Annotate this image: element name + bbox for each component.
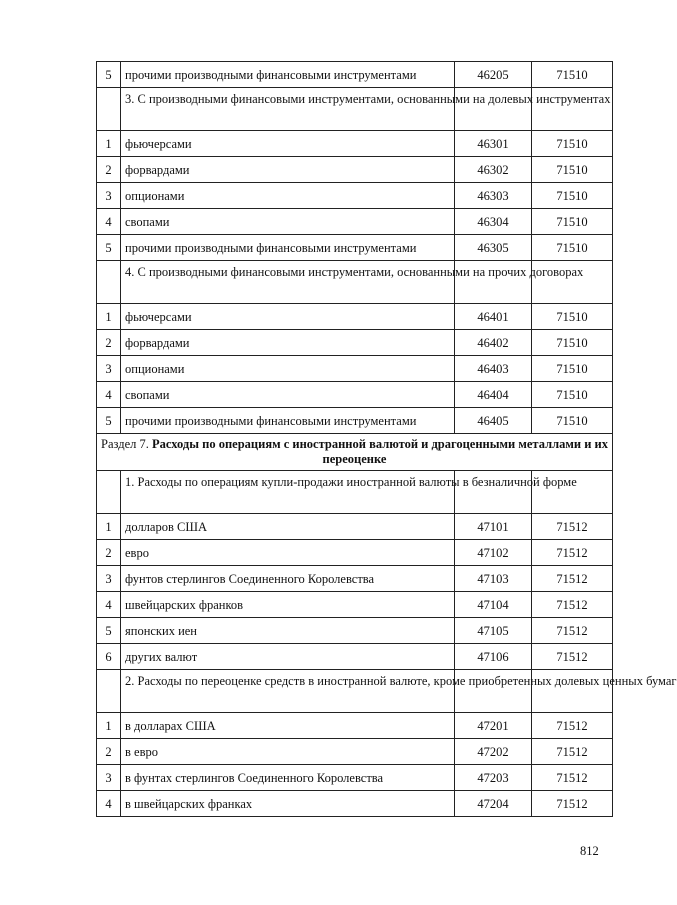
account-number: 47103: [455, 566, 532, 592]
row-number-cell: [97, 88, 121, 131]
table-row: [97, 644, 613, 670]
table-row: [97, 131, 613, 157]
table-row: [97, 566, 613, 592]
row-number: 5: [97, 408, 121, 434]
account-number: 46303: [455, 183, 532, 209]
row-name: опционами: [121, 183, 455, 209]
row-name: свопами: [121, 209, 455, 235]
row-name: в фунтах стерлингов Соединенного Королевства: [121, 765, 455, 791]
table-row: [97, 791, 613, 817]
table-row: [97, 514, 613, 540]
row-name: фунтов стерлингов Соединенного Королевства: [121, 566, 455, 592]
subsection-title: 2. Расходы по переоценке средств в иностранной валюте, кроме приобретенных долевых ценных бумаг: [121, 670, 455, 713]
symbol-code: 71512: [532, 765, 613, 791]
account-number: 47204: [455, 791, 532, 817]
table-row: [97, 765, 613, 791]
table-row: [97, 739, 613, 765]
row-number: 5: [97, 235, 121, 261]
row-name: прочими производными финансовыми инструментами: [121, 408, 455, 434]
account-number: 47203: [455, 765, 532, 791]
row-name: в швейцарских франках: [121, 791, 455, 817]
row-number-cell: [97, 261, 121, 304]
row-number: 4: [97, 382, 121, 408]
subsection-row: [97, 261, 613, 304]
section-title-text: Расходы по операциям с иностранной валютой и драгоценными металлами и их переоценке: [152, 437, 608, 466]
row-number-cell: [97, 471, 121, 514]
symbol-code: 71512: [532, 618, 613, 644]
symbol-code: 71512: [532, 566, 613, 592]
accounts-table: [96, 61, 677, 817]
row-name: фьючерсами: [121, 131, 455, 157]
account-number: 46302: [455, 157, 532, 183]
row-name: форвардами: [121, 157, 455, 183]
table-row: [97, 209, 613, 235]
table-row: [97, 618, 613, 644]
row-number: 4: [97, 592, 121, 618]
row-number: 3: [97, 765, 121, 791]
row-name: долларов США: [121, 514, 455, 540]
symbol-code: 71510: [532, 157, 613, 183]
row-name: японских иен: [121, 618, 455, 644]
table-row: [97, 592, 613, 618]
row-number: 5: [97, 618, 121, 644]
account-number: 47104: [455, 592, 532, 618]
page-number: 812: [580, 844, 599, 858]
row-name: евро: [121, 540, 455, 566]
symbol-code: 71512: [532, 739, 613, 765]
row-name: опционами: [121, 356, 455, 382]
row-number: 3: [97, 356, 121, 382]
account-number: 46403: [455, 356, 532, 382]
account-number: 47106: [455, 644, 532, 670]
account-number: 46305: [455, 235, 532, 261]
table-row: [97, 356, 613, 382]
subsection-row: [97, 670, 613, 713]
row-number: 2: [97, 157, 121, 183]
row-name: швейцарских франков: [121, 592, 455, 618]
row-number: 1: [97, 514, 121, 540]
table-row: [97, 408, 613, 434]
symbol-code: 71512: [532, 644, 613, 670]
account-number: 46404: [455, 382, 532, 408]
section-prefix: Раздел 7.: [101, 437, 152, 451]
table-row: [97, 157, 613, 183]
table-row: [97, 62, 613, 88]
table-row: [97, 330, 613, 356]
row-number: 5: [97, 62, 121, 88]
section-title: [97, 434, 613, 471]
account-number: 46405: [455, 408, 532, 434]
table-row: [97, 713, 613, 739]
symbol-code: 71510: [532, 183, 613, 209]
row-name: прочими производными финансовыми инструментами: [121, 235, 455, 261]
subsection-title: 3. С производными финансовыми инструментами, основанными на долевых инструментах: [121, 88, 455, 131]
row-number: 3: [97, 566, 121, 592]
row-name: форвардами: [121, 330, 455, 356]
account-number: 46205: [455, 62, 532, 88]
account-number: 47202: [455, 739, 532, 765]
row-number: 3: [97, 183, 121, 209]
symbol-code: 71510: [532, 382, 613, 408]
symbol-code: 71512: [532, 540, 613, 566]
row-name: свопами: [121, 382, 455, 408]
row-number: 1: [97, 304, 121, 330]
symbol-code: 71510: [532, 131, 613, 157]
symbol-code: 71510: [532, 408, 613, 434]
symbol-code: 71512: [532, 592, 613, 618]
account-number: 46402: [455, 330, 532, 356]
table-row: [97, 304, 613, 330]
account-number: 47105: [455, 618, 532, 644]
row-number: 2: [97, 739, 121, 765]
row-name: в евро: [121, 739, 455, 765]
table-row: [97, 540, 613, 566]
row-number: 1: [97, 713, 121, 739]
account-number: 47201: [455, 713, 532, 739]
row-name: других валют: [121, 644, 455, 670]
symbol-code: 71510: [532, 235, 613, 261]
symbol-code: 71510: [532, 356, 613, 382]
row-number: 1: [97, 131, 121, 157]
subsection-title: 1. Расходы по операциям купли-продажи иностранной валюты в безналичной форме: [121, 471, 455, 514]
row-number: 6: [97, 644, 121, 670]
section-header-row: [97, 434, 613, 471]
symbol-code: 71512: [532, 713, 613, 739]
row-number: 2: [97, 330, 121, 356]
account-number: 46304: [455, 209, 532, 235]
account-number: 46401: [455, 304, 532, 330]
row-name: прочими производными финансовыми инструментами: [121, 62, 455, 88]
account-number: 46301: [455, 131, 532, 157]
table-row: [97, 183, 613, 209]
symbol-code: 71510: [532, 209, 613, 235]
account-number: 47102: [455, 540, 532, 566]
row-name: в долларах США: [121, 713, 455, 739]
table-row: [97, 382, 613, 408]
row-number: 4: [97, 209, 121, 235]
account-number: 47101: [455, 514, 532, 540]
table-row: [97, 235, 613, 261]
row-number: 2: [97, 540, 121, 566]
accounts-table-body: [97, 62, 677, 817]
subsection-row: [97, 88, 613, 131]
symbol-code: 71510: [532, 330, 613, 356]
row-name: фьючерсами: [121, 304, 455, 330]
symbol-code: 71510: [532, 62, 613, 88]
subsection-title: 4. С производными финансовыми инструментами, основанными на прочих договорах: [121, 261, 455, 304]
subsection-row: [97, 471, 613, 514]
row-number: 4: [97, 791, 121, 817]
symbol-code: 71512: [532, 791, 613, 817]
row-number-cell: [97, 670, 121, 713]
symbol-code: 71510: [532, 304, 613, 330]
symbol-code: 71512: [532, 514, 613, 540]
